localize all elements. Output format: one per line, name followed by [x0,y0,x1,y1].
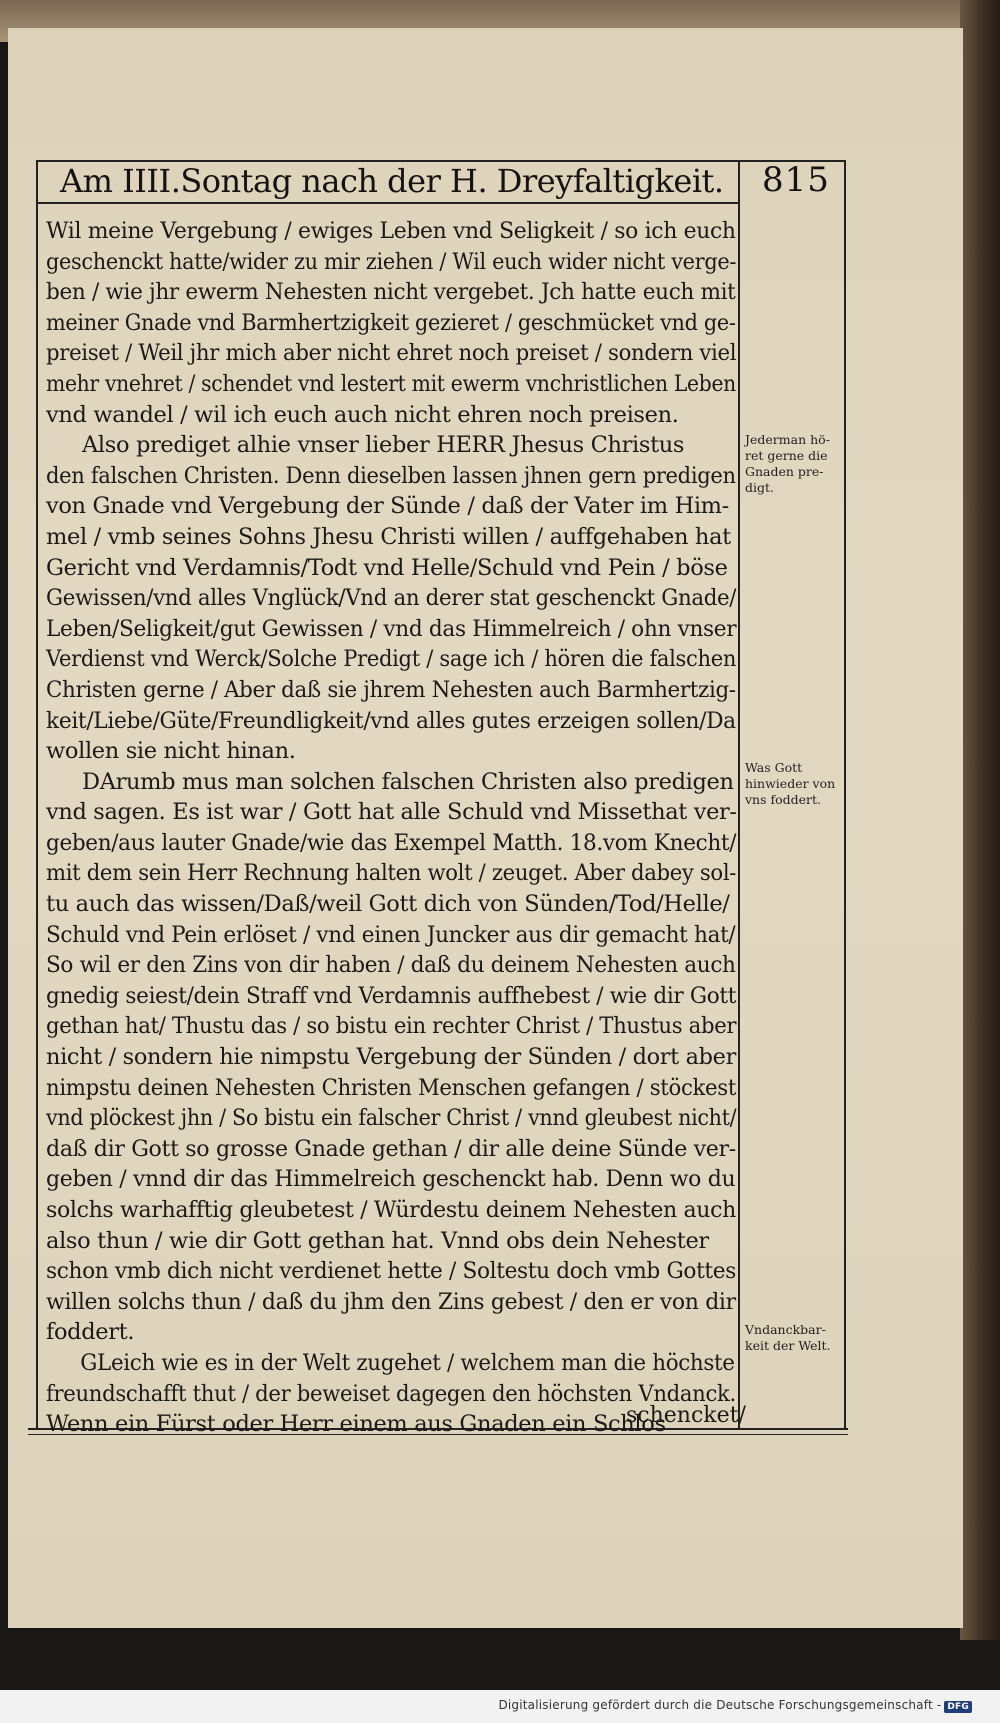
text-line: vnd wandel / wil ich euch auch nicht ehren noch preisen. [46,401,679,428]
text-line: tu auch das wissen/Daß/weil Gott dich von Sünden/Tod/Helle/ [46,891,730,918]
text-line: meiner Gnade vnd Barmhertzigkeit gezieret / geschmücket vnd ge- [46,309,736,336]
catchword: schencket/ [626,1403,746,1428]
text-line: Also prediget alhie vnser lieber HERR Jhesus Christus [82,432,685,459]
text-line: DArumb mus man solchen falschen Christen also predigen [82,768,734,795]
text-line: mit dem sein Herr Rechnung halten wolt / zeuget. Aber dabey sol- [46,860,737,887]
text-line: also thun / wie dir Gott gethan hat. Vnnd obs dein Nehester [46,1227,709,1254]
text-line: nimpstu deinen Nehesten Christen Menschen gefangen / stöckest [46,1074,737,1101]
credit-text: Digitalisierung gefördert durch die Deutsche Forschungsgemeinschaft - [498,1698,942,1712]
page-number: 815 [762,160,830,200]
margin-note: Vndanckbar- keit der Welt. [745,1322,831,1353]
margin-note: Was Gott hinwieder von vns foddert. [745,760,836,807]
text-line: gethan hat/ Thustu das / so bistu ein rechter Christ / Thustus aber [46,1013,737,1040]
left-frame-rule [36,160,38,1428]
dfg-logo: DFG [944,1701,972,1713]
outer-right-rule [844,160,846,1428]
text-line: Wenn ein Fürst oder Herr einem aus Gnaden ein Schlos [46,1411,666,1438]
margin-note: Jederman hö- ret gerne die Gnaden pre- digt. [745,432,830,495]
text-line: schon vmb dich nicht verdienet hette / Soltestu doch vmb Gottes [46,1258,736,1285]
text-line: gnedig seiest/dein Straff vnd Verdamnis auffhebest / wie dir Gott [46,982,737,1009]
text-line: solchs warhafftig gleubetest / Würdestu deinem Nehesten auch [46,1197,736,1223]
text-line: Leben/Seligkeit/gut Gewissen / vnd das Himmelreich / ohn vnser [46,615,737,642]
text-line: geschenckt hatte/wider zu mir ziehen / Wil euch wider nicht verge- [46,248,737,275]
book-fore-edge [960,0,1000,1640]
text-line: foddert. [46,1319,135,1346]
text-line: Christen gerne / Aber daß sie jhrem Nehesten auch Barmhertzig- [46,676,736,703]
text-line: Gewissen/vnd alles Vnglück/Vnd an derer stat geschenckt Gnade/ [46,585,737,612]
body-text [46,216,736,1440]
text-line: Gericht vnd Verdamnis/Todt vnd Helle/Schuld vnd Pein / böse [46,554,728,581]
text-line: Verdienst vnd Werck/Solche Predigt / sage ich / hören die falschen [46,646,737,673]
text-line: Schuld vnd Pein erlöset / vnd einen Juncker aus dir gemacht hat/ [46,921,736,948]
text-line: GLeich wie es in der Welt zugehet / welchem man die höchste [80,1349,735,1376]
text-line: vnd sagen. Es ist war / Gott hat alle Schuld vnd Missethat ver- [46,799,737,826]
text-line: willen solchs thun / daß du jhm den Zins gebest / den er von dir [46,1288,736,1315]
text-line: von Gnade vnd Vergebung der Sünde / daß der Vater im Him- [46,493,729,520]
running-head: Am IIII.Sontag nach der H. Dreyfaltigkeit. [60,162,724,200]
text-line: nicht / sondern hie nimpstu Vergebung der Sünden / dort aber [46,1044,736,1071]
text-line: keit/Liebe/Güte/Freundligkeit/vnd alles gutes erzeigen sollen/Da [46,707,736,734]
text-right-rule [738,160,740,1428]
digitization-credit [498,1698,972,1713]
text-line: ben / wie jhr ewerm Nehesten nicht vergebet. Jch hatte euch mit [46,279,736,306]
text-line: wollen sie nicht hinan. [46,738,296,765]
text-line: geben / vnnd dir das Himmelreich geschenckt hab. Denn wo du [46,1166,736,1193]
text-line: daß dir Gott so grosse Gnade gethan / dir alle deine Sünde ver- [46,1135,736,1162]
header-rule [36,202,739,204]
text-line: geben/aus lauter Gnade/wie das Exempel Matth. 18.vom Knecht/ [46,829,737,856]
text-line: Wil meine Vergebung / ewiges Leben vnd Seligkeit / so ich euch [46,218,736,244]
text-line: mehr vnehret / schendet vnd lestert mit ewerm vnchristlichen Leben [46,370,736,397]
text-line: freundschafft thut / der beweiset dagegen den höchsten Vndanck. [46,1380,736,1407]
text-line: den falschen Christen. Denn dieselben lassen jhnen gern predigen [46,462,736,489]
text-line: So wil er den Zins von dir haben / daß du deinem Nehesten auch [46,952,736,979]
text-line: preiset / Weil jhr mich aber nicht ehret noch preiset / sondern viel [46,340,737,367]
text-line: mel / vmb seines Sohns Jhesu Christi willen / auffgehaben hat [46,523,731,550]
text-line: vnd plöckest jhn / So bistu ein falscher Christ / vnnd gleubest nicht/ [46,1105,737,1132]
